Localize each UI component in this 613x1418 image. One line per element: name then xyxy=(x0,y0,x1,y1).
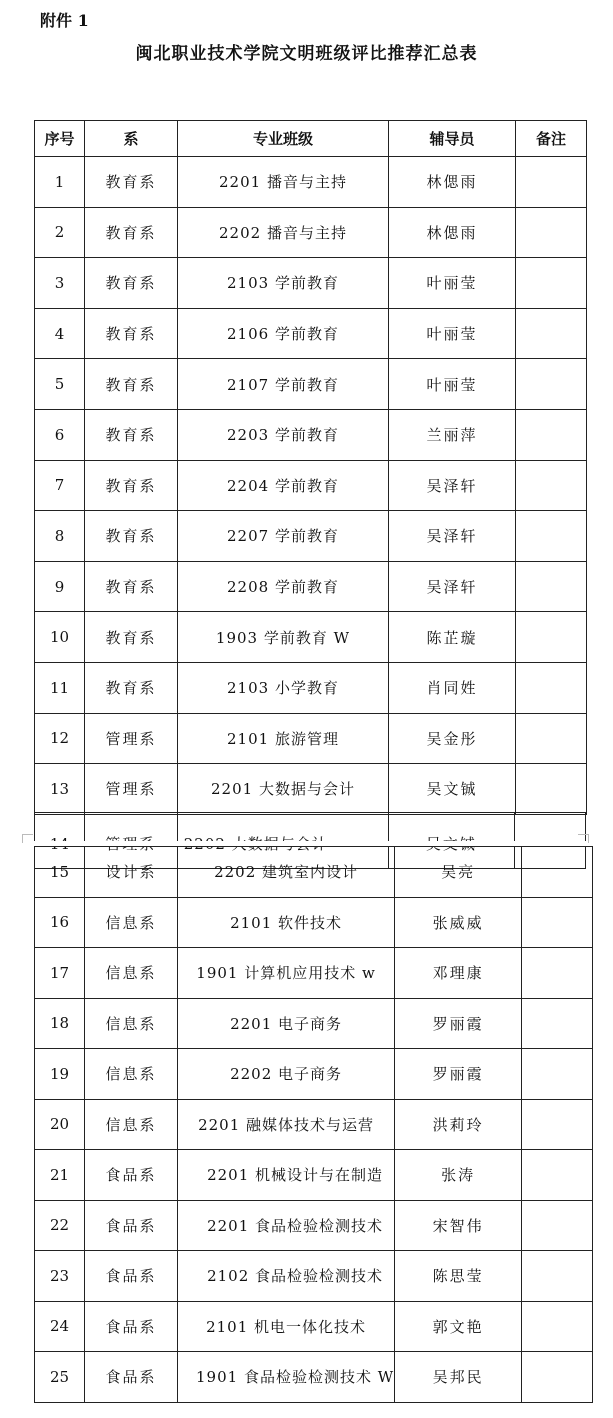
cell-class: 2208 学前教育 xyxy=(178,561,389,612)
cell-no: 16 xyxy=(35,897,85,948)
cell-dept: 教育系 xyxy=(85,511,178,562)
cell-class: 2102 食品检验检测技术 xyxy=(178,1251,395,1302)
cell-class: 2101 机电一体化技术 xyxy=(178,1301,395,1352)
crop-mark-left xyxy=(22,834,33,843)
cell-note xyxy=(522,998,593,1049)
cell-dept: 教育系 xyxy=(85,258,178,309)
cell-class: 2202 电子商务 xyxy=(178,1049,395,1100)
cell-no: 15 xyxy=(35,847,85,898)
cell-no: 19 xyxy=(35,1049,85,1100)
crop-mark-right xyxy=(578,834,589,843)
cell-tutor: 郭文艳 xyxy=(395,1301,522,1352)
cell-tutor: 陈思莹 xyxy=(395,1251,522,1302)
cell-note xyxy=(516,662,587,713)
cell-note xyxy=(516,207,587,258)
cell-no: 22 xyxy=(35,1200,85,1251)
cell-tutor: 兰丽萍 xyxy=(389,409,516,460)
cell-tutor: 洪莉玲 xyxy=(395,1099,522,1150)
cell-tutor: 林偲雨 xyxy=(389,157,516,208)
cell-class: 2201 播音与主持 xyxy=(178,157,389,208)
cell-class: 2203 学前教育 xyxy=(178,409,389,460)
cell-dept: 教育系 xyxy=(85,612,178,663)
cell-no: 12 xyxy=(35,713,85,764)
table-row xyxy=(35,1150,593,1201)
table-row xyxy=(35,1352,593,1403)
cell-class: 2201 大数据与会计 xyxy=(178,764,389,815)
cell-note xyxy=(522,1352,593,1403)
cell-dept: 管理系 xyxy=(85,764,178,815)
cell-note xyxy=(516,157,587,208)
cell-no: 3 xyxy=(35,258,85,309)
table-row xyxy=(35,662,587,713)
table-row xyxy=(35,207,587,258)
table-row xyxy=(35,409,587,460)
cell-tutor: 肖同姓 xyxy=(389,662,516,713)
table-row xyxy=(35,460,587,511)
cell-tutor: 吴亮 xyxy=(395,847,522,898)
cell-note xyxy=(522,1200,593,1251)
cell-no: 8 xyxy=(35,511,85,562)
cell-dept: 食品系 xyxy=(85,1150,178,1201)
cell-dept: 食品系 xyxy=(85,1301,178,1352)
table-row xyxy=(35,847,593,898)
cell-no: 21 xyxy=(35,1150,85,1201)
cell-note xyxy=(516,258,587,309)
table-row xyxy=(35,764,587,815)
table-row xyxy=(35,359,587,410)
cell-no: 10 xyxy=(35,612,85,663)
summary-table-page-1 xyxy=(34,120,587,815)
cell-dept: 教育系 xyxy=(85,561,178,612)
cell-tutor: 吴金彤 xyxy=(389,713,516,764)
cell-no: 18 xyxy=(35,998,85,1049)
cell-tutor: 张涛 xyxy=(395,1150,522,1201)
summary-table-page-2 xyxy=(34,846,593,1403)
cell-no: 7 xyxy=(35,460,85,511)
cell-no: 9 xyxy=(35,561,85,612)
table-row xyxy=(35,511,587,562)
cell-class: 2101 旅游管理 xyxy=(178,713,389,764)
cell-note xyxy=(522,1251,593,1302)
cell-dept: 教育系 xyxy=(85,409,178,460)
cell-no: 11 xyxy=(35,662,85,713)
cell-tutor: 叶丽莹 xyxy=(389,359,516,410)
cell-tutor: 邓理康 xyxy=(395,948,522,999)
table-row xyxy=(35,308,587,359)
cell-note xyxy=(516,460,587,511)
cell-dept: 教育系 xyxy=(85,460,178,511)
header-tutor: 辅导员 xyxy=(389,121,516,157)
cell-note xyxy=(516,359,587,410)
cell-tutor: 叶丽莹 xyxy=(389,258,516,309)
cell-no: 13 xyxy=(35,764,85,815)
cell-tutor: 吴泽轩 xyxy=(389,460,516,511)
cell-class: 2201 融媒体技术与运营 xyxy=(178,1099,395,1150)
cell-class: 2202 建筑室内设计 xyxy=(178,847,395,898)
table-row xyxy=(35,612,587,663)
cell-class: 2202 播音与主持 xyxy=(178,207,389,258)
cell-no: 25 xyxy=(35,1352,85,1403)
cell-note xyxy=(516,511,587,562)
table-row xyxy=(35,157,587,208)
header-no: 序号 xyxy=(35,121,85,157)
cell-no: 5 xyxy=(35,359,85,410)
table-row xyxy=(35,948,593,999)
cell-tutor: 叶丽莹 xyxy=(389,308,516,359)
cell-note xyxy=(522,847,593,898)
table-row xyxy=(35,713,587,764)
cell-class: 2207 学前教育 xyxy=(178,511,389,562)
cell-class: 2201 食品检验检测技术 xyxy=(178,1200,395,1251)
cell-note xyxy=(516,561,587,612)
cell-class: 1901 食品检验检测技术 W xyxy=(178,1352,395,1403)
attachment-label: 附件 1 xyxy=(40,11,89,30)
cell-dept: 食品系 xyxy=(85,1352,178,1403)
cell-no: 6 xyxy=(35,409,85,460)
cell-note xyxy=(522,1301,593,1352)
cell-dept: 管理系 xyxy=(85,713,178,764)
table-row xyxy=(35,998,593,1049)
cell-tutor: 吴邦民 xyxy=(395,1352,522,1403)
cell-tutor: 罗丽霞 xyxy=(395,1049,522,1100)
cell-class: 2201 电子商务 xyxy=(178,998,395,1049)
cell-dept: 设计系 xyxy=(85,847,178,898)
cell-class: 1903 学前教育 W xyxy=(178,612,389,663)
header-dept: 系 xyxy=(85,121,178,157)
cell-tutor: 吴泽轩 xyxy=(389,561,516,612)
table-row xyxy=(35,561,587,612)
cell-dept: 教育系 xyxy=(85,157,178,208)
cell-note xyxy=(516,308,587,359)
page-title: 闽北职业技术学院文明班级评比推荐汇总表 xyxy=(135,44,478,64)
cell-tutor: 宋智伟 xyxy=(395,1200,522,1251)
cell-note xyxy=(522,1150,593,1201)
cell-tutor: 吴文铖 xyxy=(389,764,516,815)
cell-tutor: 林偲雨 xyxy=(389,207,516,258)
cell-class: 2204 学前教育 xyxy=(178,460,389,511)
cell-dept: 信息系 xyxy=(85,897,178,948)
cell-note xyxy=(522,897,593,948)
cell-class: 2101 软件技术 xyxy=(178,897,395,948)
cell-no: 24 xyxy=(35,1301,85,1352)
cell-note xyxy=(516,409,587,460)
cell-no: 20 xyxy=(35,1099,85,1150)
table-row xyxy=(35,1049,593,1100)
cell-no: 2 xyxy=(35,207,85,258)
cell-note xyxy=(516,713,587,764)
cell-note xyxy=(516,764,587,815)
header-class: 专业班级 xyxy=(178,121,389,157)
cell-class: 2103 学前教育 xyxy=(178,258,389,309)
cell-class: 1901 计算机应用技术 w xyxy=(178,948,395,999)
cell-class: 2103 小学教育 xyxy=(178,662,389,713)
cell-no: 1 xyxy=(35,157,85,208)
cell-tutor: 张威威 xyxy=(395,897,522,948)
cell-dept: 食品系 xyxy=(85,1251,178,1302)
cell-class: 2106 学前教育 xyxy=(178,308,389,359)
cell-no: 17 xyxy=(35,948,85,999)
cell-dept: 教育系 xyxy=(85,662,178,713)
cell-no: 23 xyxy=(35,1251,85,1302)
table-row xyxy=(35,258,587,309)
cell-class: 2201 机械设计与在制造 xyxy=(178,1150,395,1201)
cell-dept: 教育系 xyxy=(85,207,178,258)
cell-dept: 信息系 xyxy=(85,948,178,999)
cell-dept: 食品系 xyxy=(85,1200,178,1251)
cell-note xyxy=(522,1099,593,1150)
cell-dept: 教育系 xyxy=(85,308,178,359)
table-row xyxy=(35,1200,593,1251)
cell-class: 2107 学前教育 xyxy=(178,359,389,410)
table-row xyxy=(35,1099,593,1150)
table-row xyxy=(35,897,593,948)
cell-tutor: 陈芷璇 xyxy=(389,612,516,663)
cell-dept: 信息系 xyxy=(85,1099,178,1150)
header-note: 备注 xyxy=(516,121,587,157)
page-break-cut-row xyxy=(34,812,586,841)
cell-note xyxy=(522,948,593,999)
cell-dept: 教育系 xyxy=(85,359,178,410)
cell-dept: 信息系 xyxy=(85,1049,178,1100)
table-header-row xyxy=(35,121,587,157)
table-row xyxy=(35,1301,593,1352)
cell-note xyxy=(522,1049,593,1100)
cell-tutor: 罗丽霞 xyxy=(395,998,522,1049)
cell-dept: 信息系 xyxy=(85,998,178,1049)
table-row xyxy=(35,1251,593,1302)
cell-tutor: 吴泽轩 xyxy=(389,511,516,562)
cell-no: 4 xyxy=(35,308,85,359)
cell-note xyxy=(516,612,587,663)
